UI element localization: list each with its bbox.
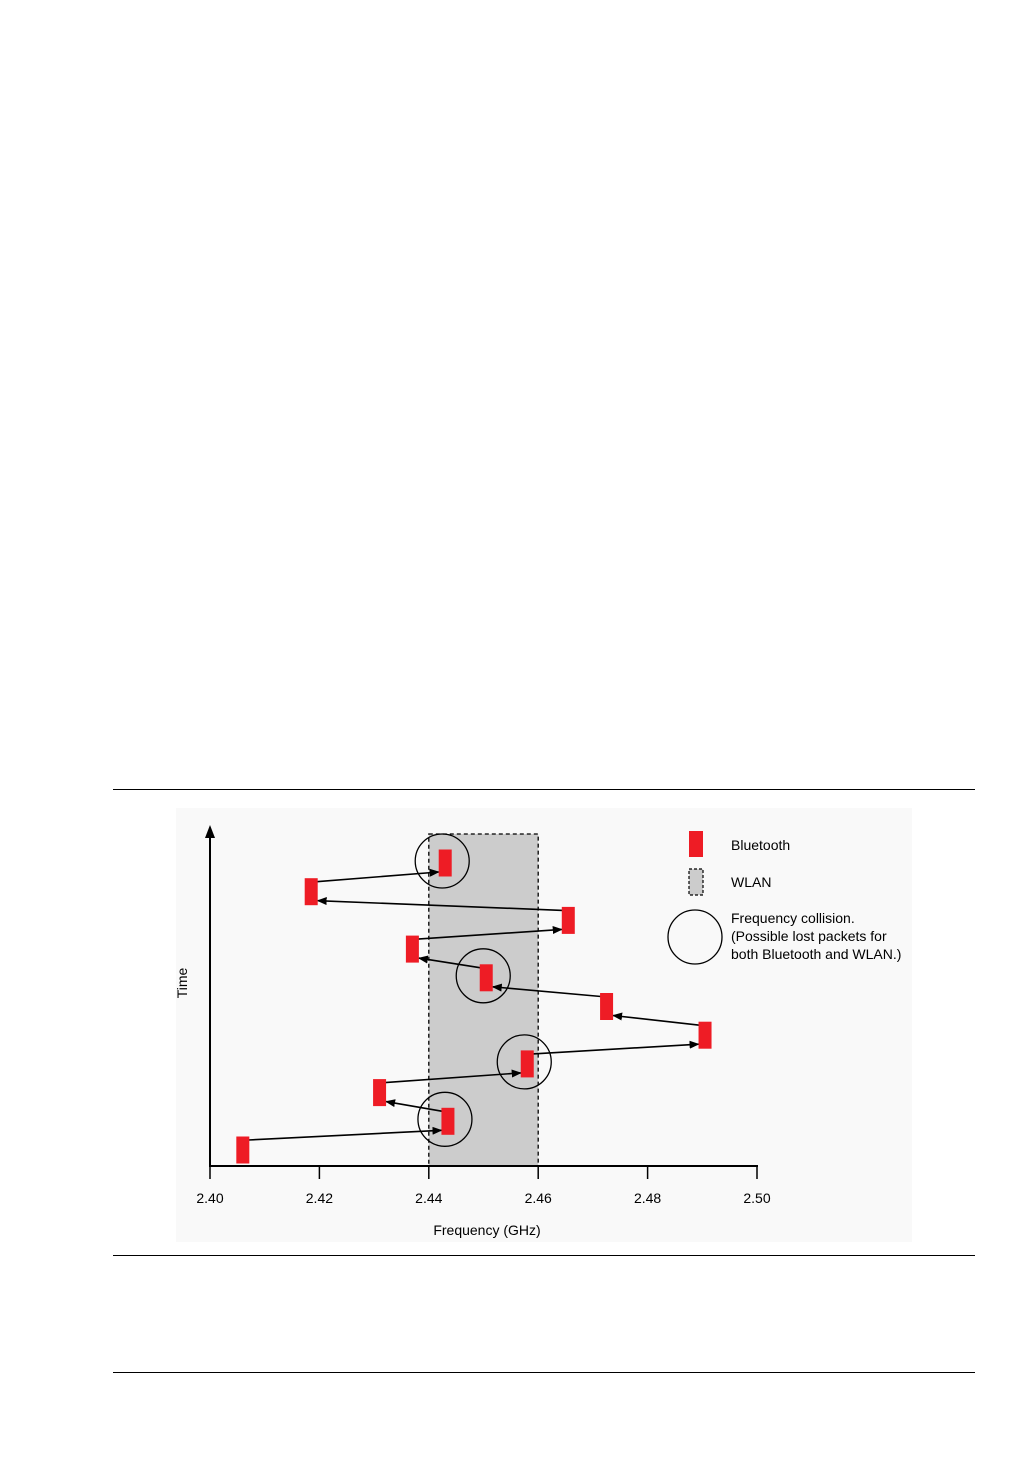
bluetooth-packet-5 — [600, 993, 613, 1020]
bluetooth-packet-2 — [373, 1079, 386, 1106]
bluetooth-packet-6 — [480, 964, 493, 991]
x-tick-label-3: 2.46 — [524, 1190, 552, 1206]
bluetooth-packet-9 — [305, 878, 318, 905]
bluetooth-packet-8 — [562, 907, 575, 934]
legend-collision-circle — [668, 910, 722, 964]
bluetooth-packet-4 — [699, 1022, 712, 1049]
y-axis-label: Time — [174, 967, 190, 999]
bluetooth-packet-3 — [521, 1050, 534, 1077]
x-tick-label-2: 2.44 — [415, 1190, 443, 1206]
legend-collision-line1: Frequency collision. — [731, 910, 855, 926]
x-axis-tick-labels — [196, 1190, 770, 1206]
legend-collision-line3: both Bluetooth and WLAN.) — [731, 946, 902, 962]
bluetooth-packet-0 — [236, 1137, 249, 1164]
bluetooth-packet-1 — [441, 1108, 454, 1135]
legend-collision-line2: (Possible lost packets for — [731, 928, 887, 944]
bluetooth-packet-7 — [406, 936, 419, 963]
x-tick-label-1: 2.42 — [305, 1190, 334, 1206]
legend — [668, 831, 901, 964]
hop-arrow-4 — [613, 1016, 699, 1026]
x-tick-label-5: 2.50 — [743, 1190, 771, 1206]
hop-arrow-3 — [533, 1044, 699, 1054]
legend-bluetooth-label: Bluetooth — [731, 837, 791, 853]
x-tick-label-0: 2.40 — [196, 1190, 224, 1206]
x-axis-ticks — [210, 1166, 757, 1179]
hop-arrow-0 — [248, 1130, 441, 1140]
x-tick-label-4: 2.48 — [633, 1190, 662, 1206]
x-axis-label: Frequency (GHz) — [433, 1222, 541, 1238]
legend-wlan-swatch — [689, 869, 703, 895]
y-axis-arrowhead — [205, 825, 215, 838]
legend-wlan-label: WLAN — [731, 874, 772, 890]
legend-bluetooth-swatch — [689, 831, 703, 857]
bluetooth-packet-10 — [439, 850, 452, 877]
